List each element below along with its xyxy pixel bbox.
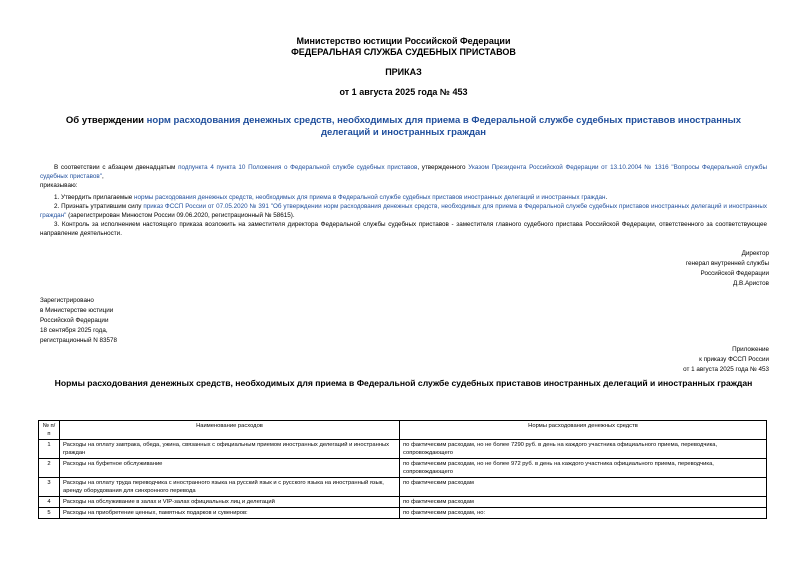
signature-name: Д.В.Аристов	[733, 280, 769, 287]
item-1-end: .	[605, 194, 608, 201]
document-date: от 1 августа 2025 года № 453	[339, 87, 468, 97]
preamble-paragraph	[40, 163, 767, 181]
table-row	[39, 459, 767, 478]
table-header-row	[39, 421, 767, 440]
signature-position: Директор	[741, 250, 769, 257]
preamble-text-3: ,	[101, 173, 104, 180]
signature-country: Российской Федерации	[700, 270, 769, 277]
registration-block	[40, 296, 117, 346]
item-2-end: (зарегистрирован Минюстом России 09.06.2020, регистрационный № 58615).	[66, 212, 295, 219]
appendix-line-1: Приложение	[732, 346, 769, 353]
norms-title: Нормы расходования денежных средств, необходимых для приема в Федеральной службе судебных приставов иностранных делегаций и иностранных граждан	[54, 378, 753, 388]
registration-number: регистрационный N 83578	[40, 337, 118, 344]
service-name: ФЕДЕРАЛЬНАЯ СЛУЖБА СУДЕБНЫХ ПРИСТАВОВ	[291, 47, 516, 57]
preamble-text-1: В соответствии с абзацем двенадцатым	[54, 164, 179, 171]
header-expense-name: Наименование расходов	[60, 421, 400, 440]
row-expense-name: Расходы на буфетное обслуживание	[60, 459, 400, 478]
norms-table	[38, 420, 767, 519]
document-type: ПРИКАЗ	[385, 67, 422, 77]
row-number: 5	[39, 508, 60, 519]
row-number: 4	[39, 497, 60, 508]
header-number: № п/п	[39, 421, 60, 440]
row-number: 3	[39, 478, 60, 497]
signature-rank: генерал внутренней службы	[685, 260, 769, 267]
row-norm: по фактическим расходам, но не более 972 руб. в день на каждого участника официального приема, переводчика, сопровождающего	[400, 459, 767, 478]
registration-line-1: Зарегистрировано	[40, 297, 94, 304]
row-number: 1	[39, 440, 60, 459]
item-1-text: 1. Утвердить прилагаемые	[54, 194, 134, 201]
item-2-text: 2. Признать утратившим силу	[54, 203, 144, 210]
signature-block	[686, 249, 769, 289]
row-number: 2	[39, 459, 60, 478]
row-norm: по фактическим расходам, но:	[400, 508, 767, 519]
document-title	[40, 115, 767, 139]
ministry-name: Министерство юстиции Российской Федерации	[296, 36, 511, 46]
preamble-text-2: , утвержденного	[417, 164, 469, 171]
appendix-line-3: от 1 августа 2025 года № 453	[683, 366, 769, 373]
item-3: 3. Контроль за исполнением настоящего приказа возложить на заместителя директора Федеральной службы судебных приставов - заместителя главного судебного пристава Российской Федерации, ответственного за соответствующее направление деятельности.	[40, 221, 767, 237]
row-expense-name: Расходы на приобретение ценных, памятных подарков и сувениров:	[60, 508, 400, 519]
item-1-link[interactable]: нормы расходования денежных средств, необходимых для приема в Федеральной службе судебных приставов иностранных делегаций и иностранных граждан	[134, 194, 606, 201]
row-norm: по фактическим расходам, но не более 7290 руб. в день на каждого участника официального приема, переводчика, сопровождающего	[400, 440, 767, 459]
row-expense-name: Расходы на оплату завтрака, обеда, ужина, связанных с официальным приемом иностранных делегаций и иностранных граждан	[60, 440, 400, 459]
item-1	[40, 193, 767, 202]
item-2-link[interactable]: приказ ФССП России от 07.05.2020 № 391 "Об утверждении норм расходования денежных средств, необходимых для приема в Федеральной службе судебных приставов иностранных делегаций и иностранных граждан"	[40, 203, 767, 219]
order-word: приказываю:	[40, 182, 78, 189]
row-expense-name: Расходы на обслуживание в залах и VIP-залах официальных лиц и делегаций	[60, 497, 400, 508]
table-row	[39, 440, 767, 459]
preamble-link-regulation[interactable]: подпункта 4 пункта 10 Положения о Федеральной службе судебных приставов	[178, 164, 418, 171]
header-norm: Нормы расходования денежных средств	[400, 421, 767, 440]
title-link[interactable]: норм расходования денежных средств, необходимых для приема в Федеральной службе судебных приставов иностранных делегаций и иностранных граждан	[146, 115, 742, 138]
row-norm: по фактическим расходам	[400, 478, 767, 497]
table-row	[39, 508, 767, 519]
registration-line-2: в Министерстве юстиции	[40, 307, 114, 314]
title-prefix: Об утверждении	[65, 115, 147, 126]
registration-line-3: Российской Федерации	[40, 317, 109, 324]
preamble-link-decree[interactable]: Указом Президента Российской Федерации от 13.10.2004 № 1316 "Вопросы Федеральной службы судебных приставов"	[40, 164, 767, 180]
registration-date: 18 сентября 2025 года,	[40, 327, 108, 334]
appendix-line-2: к приказу ФССП России	[699, 356, 769, 363]
document-body	[40, 163, 767, 238]
table-row	[39, 497, 767, 508]
row-norm: по фактическим расходам	[400, 497, 767, 508]
item-2	[40, 202, 767, 220]
appendix-block	[683, 345, 769, 375]
table-row	[39, 478, 767, 497]
row-expense-name: Расходы на оплату труда переводчика с иностранного языка на русский язык и с русского языка на иностранный язык, аренду оборудования для синхронного перевода	[60, 478, 400, 497]
